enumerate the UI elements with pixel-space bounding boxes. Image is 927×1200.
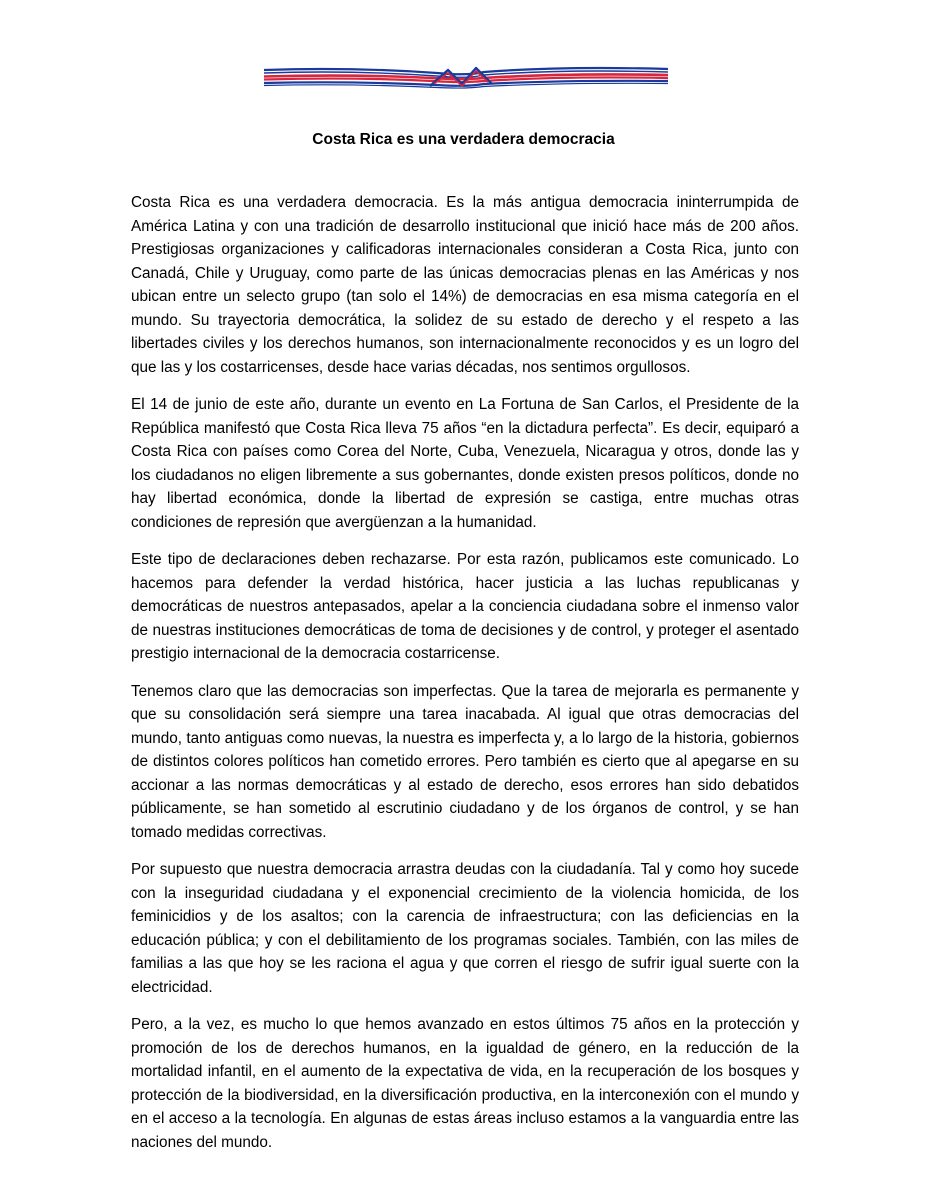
- paragraph-5: Por supuesto que nuestra democracia arrastra deudas con la ciudadanía. Tal y como hoy sucede con la inseguridad ciudadana y el exponencial crecimiento de la violencia homicida, de los feminicidios y de los asaltos; con la carencia de infraestructura; con las deficiencias en la educación pública; y con el debilitamiento de los programas sociales. También, con las miles de familias a las que hoy se les raciona el agua y que corren el riesgo de sufrir igual suerte con la electricidad.: [131, 861, 799, 996]
- paragraph-6: Pero, a la vez, es mucho lo que hemos avanzado en estos últimos 75 años en la protección y promoción de los de derechos humanos, en la igualdad de género, en la reducción de la mortalidad infantil, en el aumento de la expectativa de vida, en la recuperación de los bosques y protección de la biodiversidad, en la diversificación productiva, en la interconexión con el mundo y en el acceso a la tecnología. En algunas de estas áreas incluso estamos a la vanguardia entre las naciones del mundo.: [131, 1016, 799, 1151]
- paragraph-1: Costa Rica es una verdadera democracia. Es la más antigua democracia ininterrumpida de América Latina y con una tradición de desarrollo institucional que inició hace más de 200 años. Prestigiosas organizaciones y calificadoras internacionales consideran a Costa Rica, junto con Canadá, Chile y Uruguay, como parte de las únicas democracias plenas en las Américas y nos ubican entre un selecto grupo (tan solo el 14%) de democracias en esa misma categoría en el mundo. Su trayectoria democrática, la solidez de su estado de derecho y el respeto a las libertades civiles y los derechos humanos, son internacionalmente reconocidos y es un logro del que las y los costarricenses, desde hace varias décadas, nos sentimos orgullosos.: [131, 194, 799, 376]
- document-title: Costa Rica es una verdadera democracia: [312, 131, 615, 148]
- flag-ribbon-logo-icon: [262, 64, 670, 90]
- paragraph-4: Tenemos claro que las democracias son imperfectas. Que la tarea de mejorarla es permanente y que su consolidación será siempre una tarea inacabada. Al igual que otras democracias del mundo, tanto antiguas como nuevas, la nuestra es imperfecta y, a lo largo de la historia, gobiernos de distintos colores políticos han cometido errores. Pero también es cierto que al apegarse en su accionar a las normas democráticas y al estado de derecho, esos errores han sido debatidos públicamente, se han sometido al escrutinio ciudadano y de los órganos de control, y se han tomado medidas correctivas.: [131, 682, 799, 841]
- paragraph-2: El 14 de junio de este año, durante un evento en La Fortuna de San Carlos, el Presidente de la República manifestó que Costa Rica lleva 75 años “en la dictadura perfecta”. Es decir, equiparó a Costa Rica con países como Corea del Norte, Cuba, Venezuela, Nicaragua y otros, donde las y los ciudadanos no eligen libremente a sus gobernantes, donde existen presos políticos, donde no hay libertad económica, donde la libertad de expresión se castiga, entre muchas otras condiciones de represión que avergüenzan a la humanidad.: [131, 396, 799, 531]
- document-body: [131, 191, 799, 1168]
- paragraph-3: Este tipo de declaraciones deben rechazarse. Por esta razón, publicamos este comunicado. Lo hacemos para defender la verdad histórica, hacer justicia a las luchas republicanas y democráticas de nuestros antepasados, apelar a la conciencia ciudadana sobre el inmenso valor de nuestras instituciones democráticas de toma de decisiones y de control, y proteger el asentado prestigio internacional de la democracia costarricense.: [131, 551, 799, 662]
